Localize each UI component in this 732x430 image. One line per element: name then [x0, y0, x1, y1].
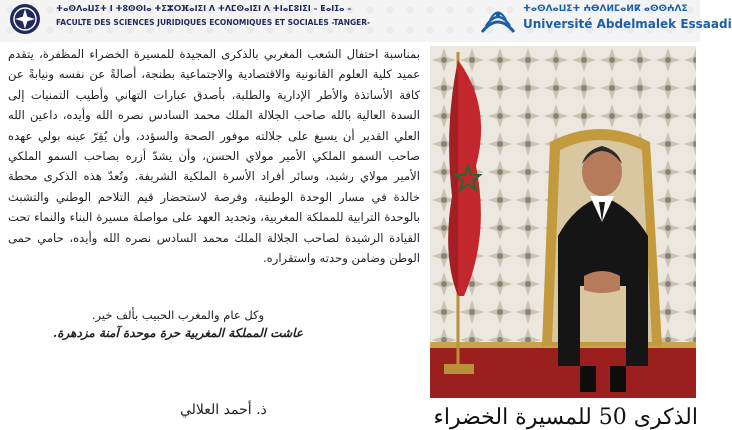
- university-logo-icon: [478, 2, 518, 36]
- faculty-name-tifinagh: ⵜⴰⵙⴷⴰⵡⵉⵜ ⵏ ⵜⵓⵙⵙⵏⴰ ⵜⵉⵣⵔⴼⴰⵏⵉⵏ ⴷ ⵜⴷⵎⵙⴰⵏⵉⵏ ⴷ ⵜⵏⴰⵎⵓⵏⵉⵏ – ⵟⴰⵏⵊⴰ –: [56, 4, 352, 13]
- royal-portrait: [430, 46, 696, 398]
- university-name-tifinagh: ⵜⴰⵙⴷⴰⵡⵉⵜ ⵄⴱⴷⵍⵎⴰⵍⴽ ⴰⵙⵙⵄⴷⵉ: [523, 4, 688, 14]
- university-name: Université Abdelmalek Essaadi: [523, 17, 732, 31]
- faculty-logo-icon: [8, 2, 42, 36]
- national-motto: عاشت المملكة المغربية حرة موحدة آمنة مزدهرة.: [53, 326, 303, 340]
- photo-caption: الذكرى 50 للمسيرة الخضراء: [433, 405, 698, 430]
- letter-greeting: وكل عام والمغرب الحبيب بألف خير.: [91, 308, 265, 322]
- faculty-name: FACULTE DES SCIENCES JURIDIQUES ECONOMIQUES ET SOCIALES -TANGER-: [56, 18, 371, 27]
- letterhead: [0, 0, 732, 42]
- royal-portrait-image: [430, 46, 696, 398]
- congratulation-letter: [8, 44, 420, 268]
- letter-body: بمناسبة احتفال الشعب المغربي بالذكرى المجيدة للمسيرة الخضراء المظفرة، يتقدم عميد كلية العلوم القانونية والاقتصادية والاجتماعية بطنجة، أصالةً عن نفسه ونيابةً عن كافة الأساتذة والأطر الإدارية والطلبة، بأصدق عبارات التهاني وأطيب التمنيات إلى السدة العالية بالله صاحب الجلالة الملك محمد السادس نصره الله وأيده، داعين الله العلي القدير أن يسبغ على جلالته موفور الصحة والسؤدد، وأن يُقِرّ عينه بولي عهده صاحب السمو الملكي الأمير مولاي الحسن، وأن يشدّ أزره بصاحب السمو الملكي الأمير مولاي رشيد، وسائر أفراد الأسرة الملكية الشريفة. وتُعدّ هذه الذكرى محطة خالدة في مسار الوحدة الوطنية، وفرصة لاستحضار قيم التلاحم الوطني والتشبث بالوحدة الترابية للمملكة المغربية، وتجديد العهد على مواصلة مسيرة البناء والنماء تحت القيادة الرشيدة لصاحب الجلالة الملك محمد السادس نصره الله وأيده، حامي حمى الوطن وضامن وحدته واستقراره.: [8, 47, 420, 266]
- letter-signature: ذ. أحمد العلالي: [180, 402, 267, 418]
